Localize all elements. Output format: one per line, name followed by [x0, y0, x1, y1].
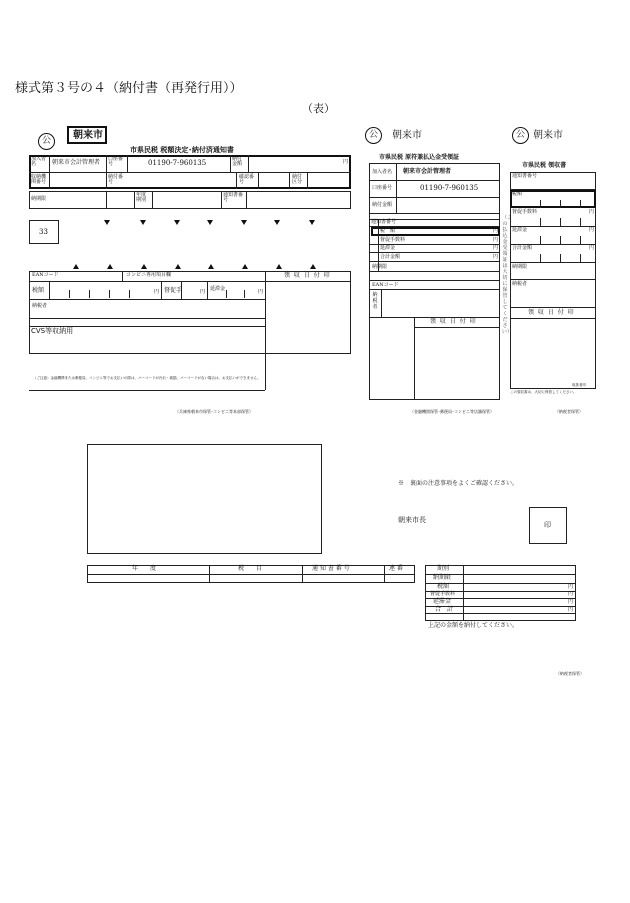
receipt-footer: （納税者保管） — [555, 409, 583, 414]
cert-yen-1: 円 — [493, 228, 499, 234]
notice-stamp-label: 領 収 日 付 印 — [284, 272, 331, 279]
barcode-label: EANコード — [32, 272, 59, 278]
cert-payee-label: 加入者名 — [372, 169, 393, 175]
table-header-year: 年 度 — [132, 565, 157, 572]
notice-caution: （ご注意）金融機関または郵便局、コンビニ等でお支払いの際は、バーコードが汚れ・破損、バーコードがない場合は、お支払いができません。 — [33, 376, 261, 380]
cert-stamp-label: 領 収 日 付 印 — [430, 318, 477, 325]
notice-no-label: 通知書番号 — [223, 192, 244, 203]
cvs-label: CVS等収納用 — [31, 327, 74, 335]
receipt-notice-no-label: 通知書番号 — [512, 173, 538, 179]
payee-value: 朝来市会計管理者 — [52, 159, 101, 166]
cert-barcode-label: EANコード — [372, 282, 399, 288]
cert-late-label: 延滞金 — [380, 245, 396, 251]
receipt-payer-label: 納税者 — [512, 281, 528, 287]
summary-label-fee: 督促手数料 — [430, 591, 456, 597]
notice-lower-box — [29, 271, 351, 354]
receipt-yen-1: 円 — [589, 209, 595, 215]
year-label: 年度期別 — [136, 192, 147, 203]
fee-label: 督促手 — [164, 287, 183, 294]
yen-1: 円 — [343, 159, 349, 165]
confirm-label: 確認番号 — [239, 174, 255, 185]
kubun-label: 納付区分 — [292, 174, 303, 185]
pay-note: 上記の金額を納付してください。 — [428, 622, 519, 629]
city-name-3: 朝来市 — [533, 130, 563, 141]
cert-tax-label: 税 額 — [380, 228, 396, 234]
notice-footer-right: （納税者保管） — [556, 671, 584, 676]
yen-4: 円 — [258, 289, 264, 295]
summary-yen-3: 円 — [568, 599, 574, 605]
receipt-small-label: 取扱者印 — [572, 383, 586, 387]
receipt-late-label: 延滞金 — [512, 227, 528, 233]
seal-icon-2: 公 — [365, 127, 382, 144]
city-name: 朝来市 — [73, 130, 103, 141]
notice-footer: （兵庫県朝来市保管･コンビニ等本部保管） — [175, 409, 253, 414]
summary-yen-4: 円 — [568, 607, 574, 613]
receipt-fee-label: 督促手数料 — [512, 209, 538, 215]
cert-yen-4: 円 — [493, 254, 499, 260]
city-name-2: 朝来市 — [392, 130, 422, 141]
receipt-yen-2: 円 — [589, 227, 595, 233]
summary-label-period: 期別 — [437, 565, 450, 572]
city-name-box — [67, 126, 107, 144]
summary-yen-2: 円 — [568, 591, 574, 597]
receipt-tax-highlight — [510, 190, 596, 208]
cert-fee-label: 督促手数料 — [380, 237, 406, 243]
code-box — [29, 220, 59, 244]
summary-label-total: 合 計 — [435, 606, 454, 613]
table-header-notice-no: 通 知 書 番 号 — [312, 565, 350, 572]
yen-3: 円 — [200, 289, 206, 295]
table-header-serial: 連 番 — [389, 565, 403, 572]
cert-yen-2: 円 — [493, 237, 499, 243]
mayor-name: 朝来市長 — [398, 516, 426, 524]
table-header-tax: 税 目 — [238, 565, 263, 572]
cert-total-label: 合計金額 — [380, 254, 401, 260]
account-label: 口座番号 — [108, 156, 124, 167]
summary-label-deadline: 納期限 — [433, 574, 452, 581]
cert-vertical-text: （この払込金受領証は大切に保管してください） — [502, 215, 513, 335]
cert-account-value: 01190-7-960135 — [420, 184, 479, 192]
receipt-total-label: 合計金額 — [512, 245, 533, 251]
cert-footer: （金融機関保管･郵便局･コンビニ等店舗保管） — [410, 409, 494, 414]
mayor-stamp-box — [529, 507, 567, 544]
cert-amount-label: 納付金額 — [372, 202, 393, 208]
mayor-stamp-char: 印 — [544, 521, 551, 529]
notice-second-row — [29, 191, 351, 209]
cert-notice-no-label: 通知書番号 — [371, 219, 397, 225]
late-label: 延滞金 — [210, 286, 226, 292]
receipt-note: この領収書は、大切に保管してください。 — [510, 390, 577, 394]
cvs-code-label: コンビニ専用項目欄 — [126, 272, 172, 278]
payer-label: 納税者 — [32, 303, 48, 309]
receipt-stamp-label: 領 収 日 付 印 — [528, 309, 575, 316]
cert-payee-value: 朝来市会計管理者 — [403, 168, 452, 175]
deadline-label: 納期限 — [31, 196, 47, 202]
form-title: 様式第３号の４（納付書（再発行用）） — [15, 81, 243, 96]
notice-title: 市県民税 税額決定･納付済通知書 — [130, 145, 234, 154]
address-window — [87, 444, 322, 554]
seal-icon-3: 公 — [512, 127, 529, 144]
payment-no-label: 納付番号 — [108, 174, 124, 185]
receipt-deadline-label: 納期限 — [512, 264, 528, 270]
tax-label: 税額 — [32, 287, 45, 294]
receipt-title: 市県民税 領収書 — [522, 162, 567, 169]
seal-icon: 公 — [38, 133, 55, 150]
receipt-cert-title: 市県民税 原符兼払込金受領証 — [379, 154, 460, 161]
receipt-tax-label: 税額 — [512, 191, 523, 197]
summary-label-tax: 税額 — [437, 583, 450, 590]
amount-label: 納付金額 — [232, 156, 243, 167]
payee-label: 加入者名 — [31, 156, 47, 167]
summary-yen-1: 円 — [568, 584, 574, 590]
cert-payer-label: 納税者 — [372, 292, 378, 310]
yen-2: 円 — [154, 289, 160, 295]
side-label: （表） — [302, 102, 335, 115]
bank-label: 収納機関番号 — [31, 174, 47, 185]
summary-label-late: 延滞金 — [433, 598, 452, 605]
cert-yen-3: 円 — [493, 245, 499, 251]
code-value: 33 — [39, 228, 48, 236]
back-note: ※ 裏面の注意事項をよくご確認ください。 — [398, 480, 519, 487]
cert-deadline-label: 納期限 — [372, 264, 388, 270]
account-value: 01190-7-960135 — [148, 159, 207, 167]
receipt-yen-3: 円 — [589, 245, 595, 251]
cert-account-label: 口座番号 — [372, 185, 393, 191]
